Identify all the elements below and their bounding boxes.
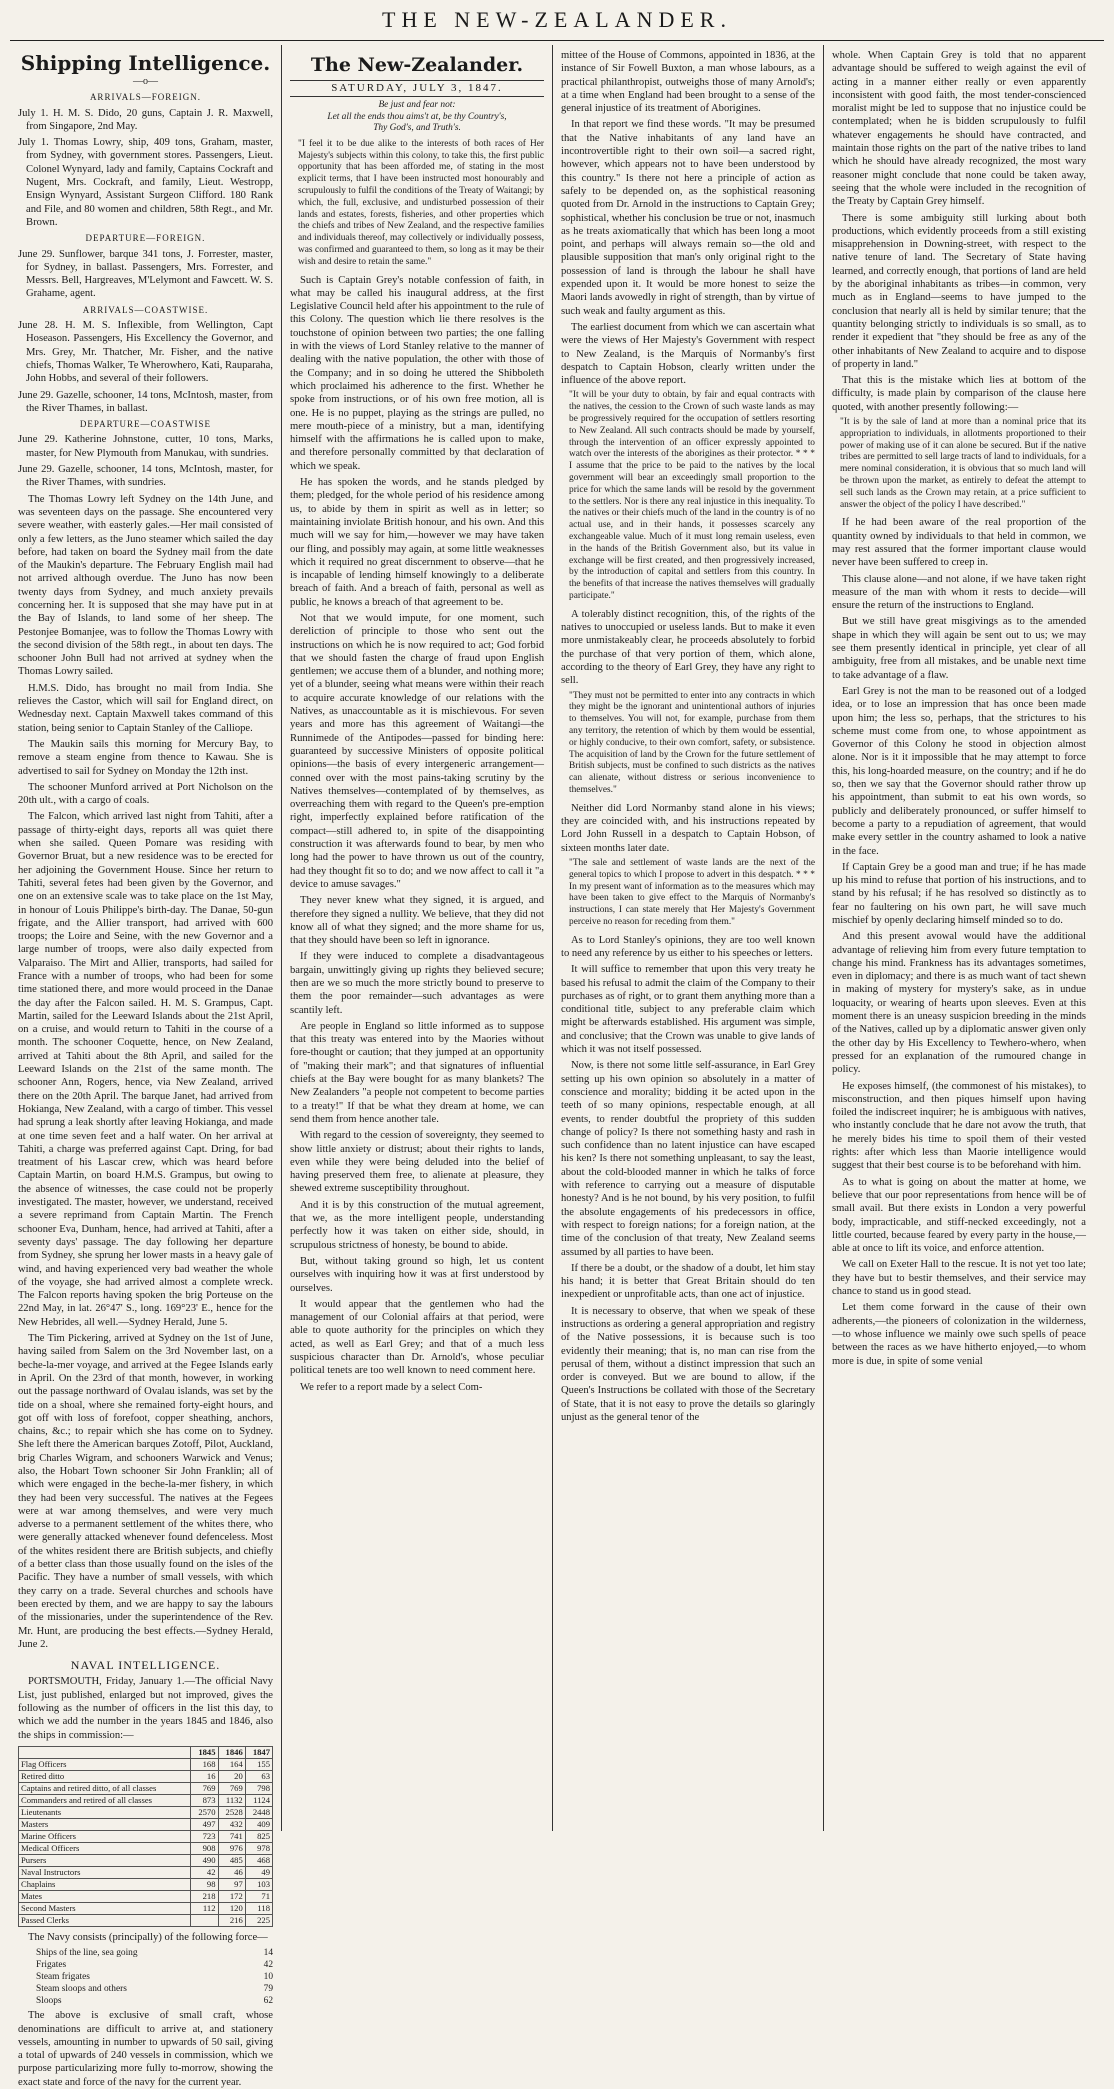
list-item bbox=[36, 1983, 273, 1995]
masthead: THE NEW-ZEALANDER. bbox=[10, 0, 1104, 41]
list-item bbox=[36, 1995, 273, 2007]
editorial-paragraph: Are people in England so little informed as to suppose that this treaty was entered into by the Maories without fore-thought or caution; that they jumped at an opportunity of "making their mark"; and that signatures of influential chiefs at the Bay were bought for as many blankets? The New Zealanders "a people not competent to become parties to a treaty!" If that be what they dream at home, we can send them from hence another tale. bbox=[290, 1020, 544, 1125]
table-cell: 873 bbox=[191, 1794, 218, 1806]
table-cell: 2570 bbox=[191, 1806, 218, 1818]
table-cell: Marine Officers bbox=[19, 1830, 191, 1842]
force-value: 10 bbox=[263, 1972, 273, 1983]
editorial-paragraph: Earl Grey is not the man to be reasoned out of a lodged idea, or to lose an impression that has once been made upon him; the less so, perhaps, that the strictures to his scheme must come from one, to whose appointment as Governor of this Colony he stood in objection almost alone. Nor is it it impossible that he may attempt to force this, his long-hoarded measure, on the country; and if he do so, then we say that the Governor should rather throw up his appointment, than submit to eat his own words, so publicly and deliberately pronounced, or suffer himself to become a party to a repudiation of agreement, that would make every settler in the country ashamed to look a native in the face. bbox=[832, 685, 1086, 857]
table-row bbox=[19, 1782, 273, 1794]
block-quote: "The sale and settlement of waste lands are the next of the general topics to which I propose to advert in this despatch. * * * In my present want of information as to the measures which may have been taken to give effect to the Marquis of Normanby's instructions, I can state merely that Her Majesty's Government perceive no reason for receding from them." bbox=[569, 857, 815, 927]
table-cell: 1132 bbox=[218, 1794, 245, 1806]
table-cell: Lieutenants bbox=[19, 1806, 191, 1818]
force-value: 79 bbox=[263, 1984, 273, 1995]
force-value: 42 bbox=[263, 1960, 273, 1971]
table-cell: 798 bbox=[245, 1782, 272, 1794]
block-quote: "I feel it to be due alike to the interests of both races of Her Majesty's subjects within this colony, to take this, the first public opportunity that has been afforded me, of stating in the most explicit terms, that I have been instructed most honourably and scrupulously to fulfil the conditions of the Treaty of Waitangi; by which, the full, exclusive, and undisturbed possession of their lands and estates, forests, fisheries, and other properties which the chiefs and tribes of New Zealand, and the respective families and individuals thereof, may collectively or individually possess, was confirmed and guaranteed to them, so long as it may be their wish and desire to retain the same." bbox=[298, 138, 544, 267]
table-cell: 825 bbox=[245, 1830, 272, 1842]
table-cell: 98 bbox=[191, 1878, 218, 1890]
motto: Be just and fear not: Let all the ends thou aims't at, be thy Country's, Thy God's, and Truth's. bbox=[327, 100, 507, 134]
table-cell: 63 bbox=[245, 1770, 272, 1782]
force-label: Steam sloops and others bbox=[36, 1984, 127, 1995]
table-cell: 2448 bbox=[245, 1806, 272, 1818]
force-value: 14 bbox=[263, 1948, 273, 1959]
table-cell: Pursers bbox=[19, 1854, 191, 1866]
table-row bbox=[19, 1842, 273, 1854]
table-row bbox=[19, 1914, 273, 1926]
table-row bbox=[19, 1758, 273, 1770]
table-header-cell: 1846 bbox=[218, 1746, 245, 1758]
table-header-cell: 1847 bbox=[245, 1746, 272, 1758]
table-cell: Chaplains bbox=[19, 1878, 191, 1890]
column-shipping bbox=[10, 45, 281, 2088]
table-cell: 216 bbox=[218, 1914, 245, 1926]
table-cell: 769 bbox=[191, 1782, 218, 1794]
table-cell: 2528 bbox=[218, 1806, 245, 1818]
table-cell: 71 bbox=[245, 1890, 272, 1902]
table-cell: 46 bbox=[218, 1866, 245, 1878]
force-label: Steam frigates bbox=[36, 1972, 90, 1983]
editorial-paragraph: Neither did Lord Normanby stand alone in his views; they are coincided with, and his instructions repeated by Lord John Russell in a despatch to Captain Hobson, of sixteen months later date. bbox=[561, 802, 815, 854]
editorial-paragraph: We refer to a report made by a select Com- bbox=[300, 1381, 483, 1393]
block-quote: "They must not be permitted to enter into any contracts in which they might be the ignorant and unintentional authors of injuries to themselves. You will not, for example, purchase from them any territory, the retention of which by them would be essential, or highly conducive, to their own comfort, safety, or subsistence. The acquisition of land by the Crown for the future settlement of British subjects, must be confined to such districts as the natives can alienate, without distress or serious inconvenience to themselves." bbox=[569, 690, 815, 795]
shipping-entry: June 29. Katherine Johnstone, cutter, 10 tons, Marks, master, for New Plymouth from Manukau, with sundries. bbox=[18, 434, 273, 459]
editorial-paragraph: But, without taking ground so high, let us content ourselves with inquiring how it was at first understood by ourselves. bbox=[290, 1255, 544, 1294]
editorial-paragraph: The earliest document from which we can ascertain what were the views of Her Majesty's Government with respect to New Zealand, is the Marquis of Normanby's first despatch to Captain Hobson, clearly written under the influence of the above report. bbox=[561, 321, 815, 387]
force-outro: The above is exclusive of small craft, whose denominations are difficult to arrive at, and stationery vessels, amounting in number to upwards of 50 sail, giving a total of upwards of 240 vessels in commission, which we purpose particularizing more fully to-morrow, showing the exact state and force of the navy for the current year. bbox=[18, 2010, 273, 2088]
editorial-paragraph: There is some ambiguity still lurking about both productions, which evidently proceeds from a still existing misapprehension in Downing-street, with respect to the native tenure of land. The Secretary of State having learned, and correctly enough, that portions of land are held by the aboriginal inhabitants as tribes—in common, very much as in England—seems to have jumped to the conclusion that nearly all is held by similar tenure; that the quantity belonging strictly to individuals is so small, as to render it expedient that "they should be free as any of the other inhabitants of New Zealand to acquire and to dispose of property in land." bbox=[832, 212, 1086, 370]
editorial-paragraph: They never knew what they signed, it is argued, and therefore they signed a nullity. We believe, that they did not know all of what they signed; and the more shame for us, that they should have been so left in ignorance. bbox=[290, 895, 544, 947]
editorial-paragraph: We call on Exeter Hall to the rescue. It is not yet too late; they have but to bestir themselves, and their service may chance to stand us in good stead. bbox=[832, 1259, 1086, 1298]
table-cell: 103 bbox=[245, 1878, 272, 1890]
shipping-entry: June 28. H. M. S. Inflexible, from Wellington, Capt Hoseason. Passengers, His Excellency the Governor, and Mrs. Grey, Mr. Thatcher, Mr. Fisher, and the native chiefs, Thomas Walker, Te Wherowhero, Kati, Rauparaha, John Hobbs, and several of their followers. bbox=[18, 320, 273, 385]
table-cell: 409 bbox=[245, 1818, 272, 1830]
editorial-paragraph: A tolerably distinct recognition, this, of the rights of the natives to unoccupied or useless lands. But to make it even more unmistakeably clear, he proceeds absolutely to forbid the purchase of that very portion of them, which alone, according to the theory of Earl Grey, they have any right to sell. bbox=[561, 608, 815, 687]
naval-intelligence-title: NAVAL INTELLIGENCE. bbox=[70, 1658, 221, 1673]
editorial-paragraph: And it is by this construction of the mutual agreement, that we, as the more intelligent people, understanding perfectly how it was taken on either side, should, in scrupulous strictness of honesty, be bound to abide. bbox=[290, 1199, 544, 1251]
table-cell: Second Masters bbox=[19, 1902, 191, 1914]
arrivals-coast-heading: ARRIVALS—COASTWISE. bbox=[82, 304, 209, 315]
table-cell: Masters bbox=[19, 1818, 191, 1830]
table-header-cell: 1845 bbox=[191, 1746, 218, 1758]
table-row bbox=[19, 1866, 273, 1878]
columns bbox=[10, 45, 1104, 2088]
table-cell: 741 bbox=[218, 1830, 245, 1842]
table-cell: Medical Officers bbox=[19, 1842, 191, 1854]
news-paragraph: The Maukin sails this morning for Mercury Bay, to remove a steam engine from thence to Kawau. She is advertised to sail for Sydney on Monday the 12th inst. bbox=[18, 738, 273, 777]
list-item bbox=[36, 1947, 273, 1959]
editorial-paragraph: mittee of the House of Commons, appointed in 1836, at the instance of Sir Fowell Buxton, a man whose labours, as a practical philanthropist, outweighs those of many Arnold's; at a time when England had been brought to a sense of the general injustice of its treatment of Aborigines. bbox=[561, 50, 815, 115]
table-row bbox=[19, 1854, 273, 1866]
table-cell: 769 bbox=[218, 1782, 245, 1794]
table-cell: 120 bbox=[218, 1902, 245, 1914]
editorial-paragraph: If Captain Grey be a good man and true; if he has made up his mind to refuse that portion of his instructions, and to stand by his refusal; if he has resolved so distinctly as to fear no faultering on his own part, he will save much mischief by openly declaring himself minded so to do. bbox=[832, 861, 1086, 926]
table-cell: 723 bbox=[191, 1830, 218, 1842]
table-cell: 225 bbox=[245, 1914, 272, 1926]
table-cell: 168 bbox=[191, 1758, 218, 1770]
editorial-paragraph: Let them come forward in the cause of their own adherents,—the pioneers of colonization in the wilderness,—to whose influence we mainly owe such spells of peace between the races as we have hitherto enjoyed,—to whom more is due, in spite of some venial bbox=[832, 1302, 1086, 1367]
arrivals-foreign-heading: ARRIVALS—FOREIGN. bbox=[89, 92, 202, 103]
editorial-paragraph: He exposes himself, (the commonest of his mistakes), to misconstruction, and then piques himself upon having foiled the indiscreet inquirer; he is ambiguous with natives, who instantly conclude that he dare not avow the truth, that he merely bides his time to spoil them of their vested rights: after which less than Maorie intelligence would suggest that their best course is to be beforehand with him. bbox=[832, 1080, 1086, 1172]
force-list bbox=[36, 1947, 273, 2007]
table-cell: 218 bbox=[191, 1890, 218, 1902]
table-cell bbox=[191, 1914, 218, 1926]
column-editorial-2 bbox=[552, 45, 823, 1831]
editorial-paragraph: It is necessary to observe, that when we speak of these instructions as ordering a general appropriation and registry of the Native possessions, it is because such is too evidently their meaning; that is, no man can rise from the perusal of them, without a distinct impression that such an order is conveyed. But we are bound to allow, if the Queen's Instructions be collated with those of the Secretary of State, that it is not easy to prove the details so glaringly unjust as the general tenor of the bbox=[561, 1305, 815, 1424]
editorial-paragraph: whole. When Captain Grey is told that no apparent advantage should be suffered to weigh against the evil of acting in a manner either really or even apparently inconsistent with good faith, the most tender-conscienced moralist might be led to suppose that no injustice could be contemplated; when he is bidden scrupulously to fulfil whatever engagements he should have contracted, and maintain those rights on the part of the native tribes to land which he should have already recognized, the most wary reasoner might conclude that none could be taken away, seeing that the whole were included in the recognition of the Treaty by Captain Grey himself. bbox=[832, 50, 1086, 208]
column-editorial-1 bbox=[281, 45, 552, 1831]
shipping-entry: June 29. Sunflower, barque 341 tons, J. Forrester, master, for Sydney, in ballast. Passengers, Mrs. Forrester, and Messrs. Bell, Hargreaves, M'Lelymont and Fawcett. W. S. Grahame, agent. bbox=[18, 248, 273, 300]
table-cell: 485 bbox=[218, 1854, 245, 1866]
table-row bbox=[19, 1878, 273, 1890]
table-cell: Captains and retired ditto, of all classes bbox=[19, 1782, 191, 1794]
navy-officers-table bbox=[18, 1746, 273, 1927]
shipping-entry: June 29. Gazelle, schooner, 14 tons, McIntosh, master, from the River Thames, in ballast. bbox=[18, 389, 273, 414]
list-item bbox=[36, 1971, 273, 1983]
news-paragraph: The Tim Pickering, arrived at Sydney on the 1st of June, having sailed from Salem on the 3rd November last, on a beche-la-mer voyage, and arrived at the Fegee Islands early in April. On the 23rd of that month, however, in working out the passage northward of Ovalau islands, was set by the tide on a shoal, where she remained forty-eight hours, and got off with loss of forefoot, copper sheathing, anchors, chains, &c.; to repair which she has come on to Sydney. She left there the American barques Zotoff, Pilot, Auckland, brig Charles Wigram, and schooners Warwick and Venus; also, the Hobart Town schooner Sir John Franklin; all of which were engaged in the beche-la-mer fishery, in which they had been very successful. The natives at the Fegees were at war among themselves, and were very much adverse to a permanent settlement of the whites there, who were generally attacked whenever found defenceless. Most of the whites resident there are British subjects, and chiefly of a better class than those usually found on the isles of the Pacific. They have a number of small vessels, with which they carry on a trade. Several churches and schools have been erected by them, and we are happy to say the labours of the missionaries, under the superintendence of the Rev. Mr. Hunt, are producing the best effects.—Sydney Herald, June 2. bbox=[18, 1333, 273, 1650]
force-label: Frigates bbox=[36, 1960, 67, 1971]
departures-foreign-heading: DEPARTURE—FOREIGN. bbox=[85, 233, 206, 244]
table-cell: Passed Clerks bbox=[19, 1914, 191, 1926]
table-cell: 432 bbox=[218, 1818, 245, 1830]
table-cell: 468 bbox=[245, 1854, 272, 1866]
column-editorial-3 bbox=[823, 45, 1094, 1831]
shipping-title: Shipping Intelligence. bbox=[20, 51, 271, 75]
table-header-cell bbox=[19, 1746, 191, 1758]
editorial-paragraph: He has spoken the words, and he stands pledged by them; pledged, for the whole period of his residence among us, to abide by them in spirit as well as in letter; so maintaining inviolate British honour, and his own. And this much will we say for him,—however we may have taken our fling, and possibly may again, at some little weaknesses which it required no great discernment to observe—that he is incapable of lending himself knowingly to a deliberate breach of faith. And a breach of faith, personal as well as public, he knows a breach of that agreement to be. bbox=[290, 477, 544, 608]
editorial-paragraph: But we still have great misgivings as to the amended shape in which they will again be sent out to us; we may see them presently identical in principle, yet clear of all ambiguity, free from all mistakes, and be unable next time to take advantage of a flaw. bbox=[832, 616, 1086, 681]
table-cell: 155 bbox=[245, 1758, 272, 1770]
dateline: SATURDAY, JULY 3, 1847. bbox=[290, 80, 544, 97]
shipping-entry: July 1. Thomas Lowry, ship, 409 tons, Graham, master, from Sydney, with government stores. Passengers, Lieut. Colonel Wynyard, lady and family, Captains Cockraft and Nugent, Mrs. Cockraft, and family, Lieut. Westropp, Ensign Wynyard, Assistant Surgeon Clifford. 180 Rank and File, and 80 women and children, 58th Regt., and Mr. Brown. bbox=[18, 137, 273, 228]
table-row bbox=[19, 1794, 273, 1806]
table-row bbox=[19, 1770, 273, 1782]
table-cell: Flag Officers bbox=[19, 1758, 191, 1770]
force-intro: The Navy consists (principally) of the following force— bbox=[28, 1931, 268, 1943]
editorial-paragraph: If they were induced to complete a disadvantageous bargain, unwittingly giving up rights they believed secure; then are we so much the more strictly bound to preserve to them the poor remainder—such advantages as were scantily left. bbox=[290, 951, 544, 1016]
table-row bbox=[19, 1890, 273, 1902]
table-row bbox=[19, 1818, 273, 1830]
editorial-paragraph: Such is Captain Grey's notable confession of faith, in what may be called his inaugural address, at the first Legislative Council held after his appointment to the rule of this Colony. The question which lie there resolves is the touchstone of opinion between two parties; the one falling in with the views of Lord Stanley relative to the manner of dealing with the native population, the other with those of the Company; and in so doing he uttered the Shibboleth which proclaimed his adherence to the first. Whether he spoke from instructions, or of his own free motion, all is one. He is no puppet, playing as the strings are pulled, no mere mouth-piece of a ministry, but a man, identifying himself with the affirmations he is called upon to make, and therefore personally committed by that declaration of which we speak. bbox=[290, 274, 544, 472]
force-label: Ships of the line, sea going bbox=[36, 1948, 138, 1959]
table-cell: 978 bbox=[245, 1842, 272, 1854]
departures-coast-heading: DEPARTURE—COASTWISE bbox=[79, 419, 212, 430]
table-cell: 908 bbox=[191, 1842, 218, 1854]
table-row bbox=[19, 1806, 273, 1818]
table-cell: Mates bbox=[19, 1890, 191, 1902]
shipping-entry: July 1. H. M. S. Dido, 20 guns, Captain J. R. Maxwell, from Singapore, 2nd May. bbox=[18, 107, 273, 132]
table-cell: 112 bbox=[191, 1902, 218, 1914]
table-row bbox=[19, 1830, 273, 1842]
editorial-paragraph: In that report we find these words. "It may be presumed that the Native inhabitants of any land have an incontrovertible right to their own soil—a sacred right, however, which appears not to have been understood by this country." Is there not here a principle of action as safely to be depended on, as the sophistical reasoning quoted from Dr. Arnold in the instructions to Captain Grey; sophistical, whether his conclusion be true or not, inasmuch as he treats axiomatically that which has been long a moot point, and perhaps will always remain so—the old and plausible supposition that man's only original right to the possession of land is through the labour he shall have expended upon it. It would be more honest to seize the Maori lands avowedly in right of strength, than by virtue of such weak and faulty argument as this. bbox=[561, 119, 815, 317]
editorial-paragraph: It will suffice to remember that upon this very treaty he based his refusal to admit the claim of the Company to their purchases as of right, or to grant them anything more than a conditional title, subject to any preferable claim which might be afterwards established. His argument was simple, and conclusive; that the Crown was unable to give lands of which it was not itself possessed. bbox=[561, 964, 815, 1056]
table-cell: 497 bbox=[191, 1818, 218, 1830]
editorial-paragraph: And this present avowal would have the additional advantage of relieving him from every future temptation to change his mind. Frankness has its advantages sometimes, even in diplomacy; and there is as much want of tact shewn in making of mystery for mystery's sake, as in undue loquacity, or wearing of hearts upon sleeves. Even at this moment there is an uneasy suspicion breeding in the minds of the Natives, called up by a diplomatic answer given only the other day by His Excellency to Tewhero-whero, when pressed for an explanation of the rumoured change in policy. bbox=[832, 931, 1086, 1076]
table-cell: 490 bbox=[191, 1854, 218, 1866]
table-cell: 20 bbox=[218, 1770, 245, 1782]
editorial-title: The New-Zealander. bbox=[310, 54, 524, 76]
editorial-paragraph: If there be a doubt, or the shadow of a doubt, let him stay his hand; it is better that Great Britain should do ten inexpedient or unprofitable acts, than one act of injustice. bbox=[561, 1262, 815, 1301]
editorial-paragraph: It would appear that the gentlemen who had the management of our Colonial affairs at that period, were able to quote authority for the principles on which they acted, as well as Earl Grey; and that of a much less suspicious character than Dr. Arnold's, whose peculiar political tenets are too well known to need comment here. bbox=[290, 1298, 544, 1377]
force-label: Sloops bbox=[36, 1996, 62, 2007]
table-cell: 49 bbox=[245, 1866, 272, 1878]
editorial-paragraph: This clause alone—and not alone, if we have taken right measure of the man with whom it rests to decide—will ensure the return of the instructions to England. bbox=[832, 573, 1086, 612]
table-cell: Commanders and retired of all classes bbox=[19, 1794, 191, 1806]
news-paragraph: H.M.S. Dido, has brought no mail from India. She relieves the Castor, which will sail for England direct, on Wednesday next. Captain Maxwell takes command of this station, being senior to Captain Stanley of the Calliope. bbox=[18, 682, 273, 734]
editorial-paragraph: If he had been aware of the real proportion of the quantity owned by individuals to that held in common, we may rest assured that the former important clause would never have been suffered to creep in. bbox=[832, 517, 1086, 569]
table-row bbox=[19, 1902, 273, 1914]
editorial-paragraph: That this is the mistake which lies at bottom of the difficulty, is made plain by comparison of the clause here quoted, with another presently following:— bbox=[832, 375, 1086, 413]
table-cell: 164 bbox=[218, 1758, 245, 1770]
block-quote: "It is by the sale of land at more than a nominal price that its appropriation to individuals, in allotments proportioned to their power of making use of it can alone be secured. But if the native tribes are permitted to sell large tracts of land to individuals, for a mere nominal consideration, it is obvious that so much land will be thrown upon the market, as entirely to defeat the attempt to sell such lands as the Crown may retain, at a price sufficient to answer the object of the policy I have described." bbox=[840, 417, 1086, 510]
editorial-paragraph: Now, is there not some little self-assurance, in Earl Grey setting up his own opinion so absolutely in a matter of conscience and morality; bidding it be acted upon in the teeth of so many opinions, respectable enough, at all events, to render doubtful the propriety of this sudden change of policy? Is there not something hasty and rash in such confidence than no latent injustice can have escaped his ken? Is there not something unpleasant, to say the least, about the cold-blooded manner in which he talks of force with reference to carrying out a measure of disputable honesty? And is he not bound, by his very position, to fulfil the absolute engagements of his predecessors in office, with respect to foreign nations; for a foreign nation, at the time of the conclusion of that treaty, New Zealand seems assumed by all parties to have been. bbox=[561, 1060, 815, 1258]
table-cell: Retired ditto bbox=[19, 1770, 191, 1782]
news-paragraph: The Falcon, which arrived last night from Tahiti, after a passage of thirty-eight days, reports all was quiet there when she sailed. Queen Pomare was residing with Governor Bruat, but a new residence was to be erected for her adjoining the Government House. Since her return to Tahiti, several fetes had been given by the Governor, and one on an extensive scale was to take place on the 1st May, in honour of Louis Philippe's birth-day. The Danae, 50-gun frigate, and the Allier transport, had arrived with 600 troops; the Loire and Seine, with the new Governor and a large number of troops, were also daily expected from Valparaiso. The Mirt and Allier, transports, had sailed for France with a number of troops, who had been for some time stationed there, and more would proceed in the Danae the day after the Falcon sailed. H. M. S. Grampus, Capt. Martin, sailed for the Leeward Islands about the 21st April, on a cruise, and would return to Tahiti in the course of a month. The schooner Coquette, hence, on New Zealand, arrived at Tahiti about the 8th April, and sailed for the Leeward Islands on the 21st of the same month. The schooner Ann, Rogers, hence, via New Zealand, arrived there on the 20th April. The barque Janet, had arrived from Hokianga, New Zealand, with a cargo of timber. This vessel had sprung a leak shortly after leaving Hokianga, and made at one time seven feet and a half water. On her arrival at Tahiti, a charge was preferred against Capt. Dring, for bad treatment of his Lascar crew, which was heard before Captain Martin, on board H.M.S. Grampus, but owing to the absence of witnesses, the case could not be properly investigated. The master, however, we understand, received a severe reprimand from Captain Martin. The French schooner Eva, Dunham, hence, had arrived at Tahiti, after a seventy days' passage. The day following her departure from Sydney, she sprung her lower masts in a heavy gale of wind, and having experienced very bad weather the whole of the voyage, she had arrived almost a complete wreck. The Falcon reports having spoken the brig Porteuse on the 22nd May, in lat. 26°47' S., long. 169°23' E., hence for the New Hebrides, all well.—Sydney Herald, June 5. bbox=[18, 811, 273, 1328]
table-cell: 97 bbox=[218, 1878, 245, 1890]
editorial-paragraph: As to what is going on about the matter at home, we believe that our poor representations from hence will be of small avail. But there exists in London a very powerful body, impracticable, and stiff-necked exceedingly, not a little courted, because feared by every party in the house,—able at once to lift its voice, and enforce attention. bbox=[832, 1176, 1086, 1255]
shipping-entry: June 29. Gazelle, schooner, 14 tons, McIntosh, master, for the River Thames, with sundries. bbox=[18, 464, 273, 489]
table-cell: Naval Instructors bbox=[19, 1866, 191, 1878]
list-item bbox=[36, 1959, 273, 1971]
force-value: 62 bbox=[263, 1996, 273, 2007]
table-cell: 172 bbox=[218, 1890, 245, 1902]
table-cell: 42 bbox=[191, 1866, 218, 1878]
table-body bbox=[19, 1758, 273, 1926]
section-rule: —o— bbox=[133, 76, 158, 87]
table-cell: 1124 bbox=[245, 1794, 272, 1806]
editorial-paragraph: With regard to the cession of sovereignty, they seemed to show little anxiety or distrust; about their rights to lands, even while they were being deluded into the belief of having preserved them free, to alienate at pleasure, they shewed extreme susceptibility throughout. bbox=[290, 1130, 544, 1195]
editorial-paragraph: As to Lord Stanley's opinions, they are too well known to need any reference by us either to his speeches or letters. bbox=[561, 934, 815, 959]
table-header-row bbox=[19, 1746, 273, 1758]
table-cell: 976 bbox=[218, 1842, 245, 1854]
naval-intro: PORTSMOUTH, Friday, January 1.—The official Navy List, just published, enlarged but not improved, gives the following as the number of officers in the list this day, to which we add the number in the years 1845 and 1846, also the ships in commission:— bbox=[18, 1676, 273, 1741]
news-paragraph: The schooner Munford arrived at Port Nicholson on the 20th ult., with a cargo of coals. bbox=[18, 781, 273, 807]
table-cell: 16 bbox=[191, 1770, 218, 1782]
table-cell: 118 bbox=[245, 1902, 272, 1914]
editorial-paragraph: Not that we would impute, for one moment, such dereliction of principle to those who sent out the instructions on which he is now required to act; God forbid that we should fasten the charge of fraud upon English gentlemen; we accuse them of a blunder, and nothing more; yet of a blunder, seeing what means were within their reach to acquire accurate knowledge of our relations with the Natives, as unaccountable as it is mischievous. For seven years and more has this agreement of Waitangi—the Runnimede of the Antipodes—passed for binding here: guaranteed by successive Ministers of opposite political opinions—the basis of every intergeneric arrangement—conned over with the most pains-taking scrutiny by the Natives themselves—contemplated of by themselves, as overreaching them with regard to the Queen's pre-emption right, imperfectly explained before ratification of the compact—still adhered to, in spite of the disappointing construction it was afterwards found to bear, by men who long had the power to have thrown us out of the country, had they thought fit so to do; and we now affect to call it "a device to amuse savages." bbox=[290, 612, 544, 890]
block-quote: "It will be your duty to obtain, by fair and equal contracts with the natives, the cession to the Crown of such waste lands as may be progressively required for the occupation of settlers resorting to New Zealand. All such contracts should be made by yourself, through the intervention of an officer expressly appointed to watch over the interests of the aborigines as their protector. * * * I assume that the price to be paid to the natives by the local government will bear an exceedingly small proportion to the price for which the same lands will be resold by the government to the settlers. Nor is there any real injustice in this inequality. To the natives or their chiefs much of the land in the country is of no actual use, and in their hands, it possesses scarcely any exchangeable value. Much of it must long remain useless, even in the hands of the British Government also, but its value in exchange will be first created, and then progressively increased, by the introduction of capital and settlers from this country. In the benefits of that increase the natives themselves will gradually participate." bbox=[569, 390, 815, 601]
news-paragraph: The Thomas Lowry left Sydney on the 14th June, and was seventeen days on the passage. She encountered very severe weather, with easterly gales.—Her mail consisted of only a few letters, as the Juno steamer which sailed the day before, had taken on board the Sydney mail from the date of the Maukin's departure. The February English mail had not arrived although overdue. The Juno has now been twenty days from Sydney, and much anxiety prevails concerning her. It is supposed that she may have put in at the Bay of Islands, to land some of her sheep. The Pestonjee Bomanjee, was to follow the Thomas Lowry with the second division of the 58th regt., in about ten days. The schooner John Bull had not arrived at sydney when the Thomas Lowry sailed. bbox=[18, 493, 273, 678]
